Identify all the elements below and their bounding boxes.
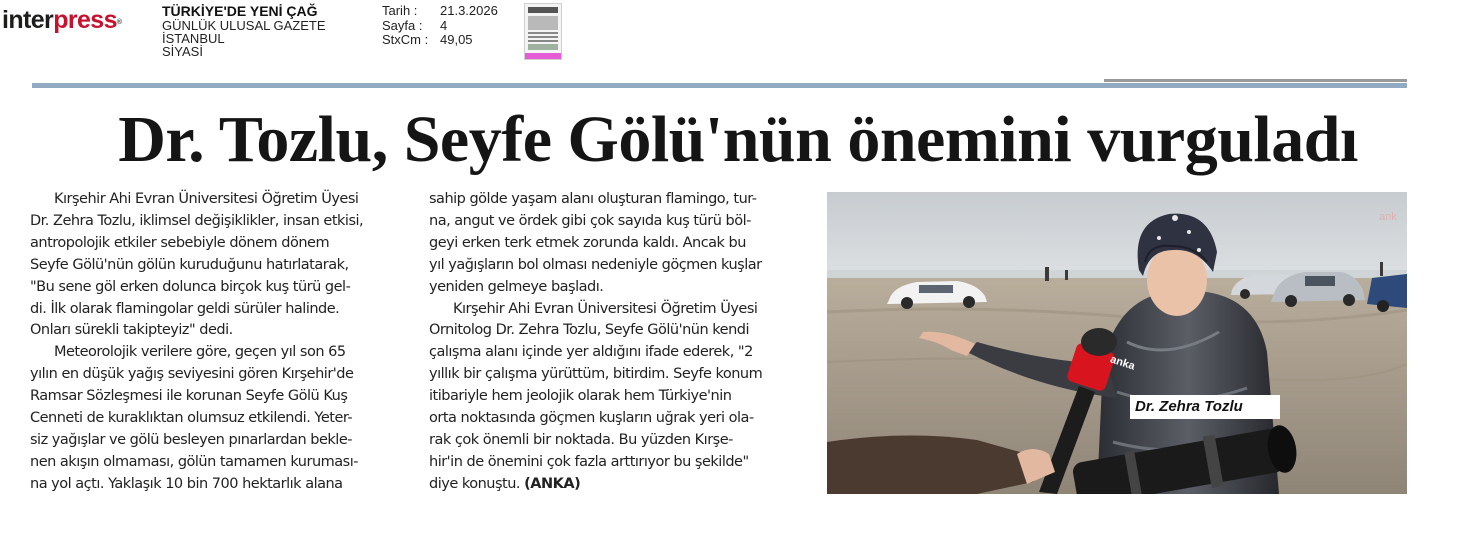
article-headline: Dr. Tozlu, Seyfe Gölü'nün önemini vurguladı [118,103,1358,176]
article-column-1 [30,189,406,496]
text-line-content: yılın en düşük yağış seviyesini gören Kırşehir'de [30,366,354,383]
text-line [429,386,805,408]
text-line [30,430,406,452]
text-line-content: sahip gölde yaşam alanı oluşturan flamingo, tur- [429,191,757,207]
text-line [30,452,406,474]
text-line [429,189,805,211]
publication-name: TÜRKİYE'DE YENİ ÇAĞ [162,3,318,19]
publication-info [162,4,326,58]
text-line-content: na yol açtı. Yaklaşık 10 bin 700 hektarlık alana [30,475,343,492]
text-line [30,408,406,430]
article-photo [827,192,1407,494]
text-line-content: Ornitolog Dr. Zehra Tozlu, Seyfe Gölü'nün kendi [429,322,749,339]
text-line-content: yıllık bir çalışma yürüttüm, bitirdim. Seyfe konum [429,366,763,383]
text-line-content: antropolojik etkiler sebebiyle dönem dönem [30,234,330,251]
text-line [429,430,805,452]
publication-section: SİYASİ [162,44,203,59]
text-line [30,386,406,408]
header-rule-blue [32,83,1407,88]
text-line [429,299,805,321]
text-line [429,474,805,496]
registered-mark: ® [116,19,122,26]
text-line [30,320,406,342]
photo-caption: Dr. Zehra Tozlu [1130,395,1280,419]
text-line-content: na, angut ve ördek gibi çok sayıda kuş türü böl- [429,212,751,229]
text-line-content: Onları sürekli takipteyiz" dedi. [30,322,233,339]
header-rule-grey [1104,79,1407,82]
text-line [429,233,805,255]
text-line-content: Meteorolojik verilere göre, geçen yıl son 65 [54,344,346,361]
text-line [429,320,805,342]
photo-illustration [827,192,1407,494]
text-line [30,299,406,321]
text-line [429,211,805,233]
page-thumbnail[interactable] [524,3,562,60]
text-line-content: itibariyle hem jeolojik olarak hem Türkiye'nin [429,388,732,405]
text-line-content: di. İlk olarak flamingolar geldi sürüler halinde. [30,300,340,317]
text-line-content: Dr. Zehra Tozlu, iklimsel değişiklikler, insan etkisi, [30,212,364,229]
text-line-content: Cenneti de kuraklıktan olumsuz etkilendi. Yeter- [30,410,353,427]
mic-flag-logo: anka [1108,353,1137,373]
text-line-content: diye konuştu. [429,475,525,492]
text-line [30,474,406,496]
text-line [30,189,406,211]
text-line [429,408,805,430]
text-line-content: geyi erken terk etmek zorunda kaldı. Ancak bu [429,234,746,251]
text-line-content: çalışma alanı içinde yer aldığını ifade ederek, "2 [429,344,753,361]
text-line [30,364,406,386]
text-line [429,277,805,299]
clipping-meta [382,4,498,48]
agency-credit: (ANKA) [524,475,581,492]
text-line-content: nen akışın olmaması, gölün tamamen kuruması- [30,453,358,470]
meta-stxcm: StxCm : 49,05 [382,32,473,47]
text-line [30,255,406,277]
text-line-content: Kırşehir Ahi Evran Üniversitesi Öğretim Üyesi [54,191,359,207]
text-line [30,277,406,299]
text-line [30,342,406,364]
text-line-content: hir'in de önemini çok fazla arttırıyor bu şekilde" [429,453,749,470]
meta-date: Tarih : 21.3.2026 [382,3,498,18]
text-line-content: Kırşehir Ahi Evran Üniversitesi Öğretim Üyesi [453,300,758,317]
publication-type: GÜNLÜK ULUSAL GAZETE [162,18,326,33]
text-line [429,342,805,364]
text-line-content: orta noktasında göçmen kuşların uğrak yeri ola- [429,410,754,427]
text-line-content: "Bu sene göl erken dolunca birçok kuş türü gel- [30,278,351,295]
text-line [429,364,805,386]
text-line-content: yeniden gelmeye başladı. [429,278,604,295]
svg-text:ank: ank [1379,211,1397,223]
text-line-content: siz yağışlar ve gölü besleyen pınarlardan bekle- [30,431,352,448]
publication-city: İSTANBUL [162,31,225,46]
text-line [30,211,406,233]
text-line [429,255,805,277]
text-line-content: yıl yağışların bol olması nedeniyle göçmen kuşlar [429,256,762,273]
logo-inter: inter [2,6,54,34]
article-column-2 [429,189,805,496]
logo-press: press [53,6,117,34]
text-line [429,452,805,474]
text-line-content: Seyfe Gölü'nün gölün kuruduğunu hatırlatarak, [30,256,349,273]
meta-page: Sayfa : 4 [382,17,448,33]
text-line-content: Ramsar Sözleşmesi ile korunan Seyfe Gölü Kuş [30,388,348,405]
text-line [30,233,406,255]
interpress-logo [2,6,121,34]
text-line-content: rak çok önemli bir noktada. Bu yüzden Kırşe- [429,431,733,448]
